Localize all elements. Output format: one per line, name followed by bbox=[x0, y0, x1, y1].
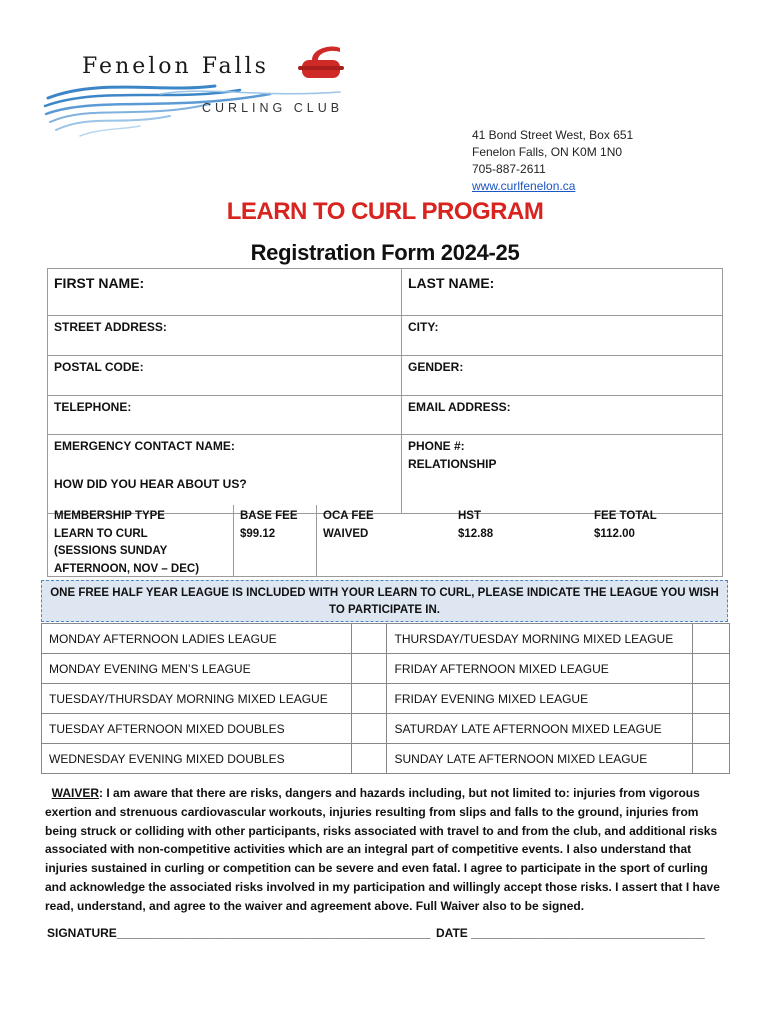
membership-type-line: AFTERNOON, NOV – DEC) bbox=[54, 562, 200, 575]
emergency-row bbox=[47, 435, 723, 473]
address-row bbox=[47, 316, 723, 356]
league-option: MONDAY EVENING MEN’S LEAGUE bbox=[42, 654, 352, 684]
league-checkbox[interactable] bbox=[693, 744, 730, 774]
hst-value: $12.88 bbox=[458, 527, 494, 540]
league-option: TUESDAY/THURSDAY MORNING MIXED LEAGUE bbox=[42, 684, 352, 714]
banner-line1: ONE FREE HALF YEAR LEAGUE IS INCLUDED WITH YOUR LEARN TO CURL, PLEASE INDICATE THE LEAGUE YOU WISH bbox=[50, 587, 719, 599]
league-table bbox=[41, 623, 730, 774]
street-address-field[interactable]: STREET ADDRESS: bbox=[48, 316, 402, 355]
website-link[interactable]: www.curlfenelon.ca bbox=[472, 179, 576, 193]
address-phone: 705-887-2611 bbox=[472, 162, 546, 176]
membership-type-header: MEMBERSHIP TYPE bbox=[54, 510, 165, 522]
contact-row bbox=[47, 396, 723, 435]
membership-type-line: LEARN TO CURL bbox=[54, 527, 148, 540]
emergency-phone-field[interactable]: PHONE #: bbox=[408, 439, 465, 453]
signature-field[interactable]: SIGNATURE_______________________________________________ bbox=[47, 926, 431, 940]
emergency-contact-field[interactable]: EMERGENCY CONTACT NAME: bbox=[48, 435, 402, 473]
address-line2: Fenelon Falls, ON K0M 1N0 bbox=[472, 145, 623, 159]
league-checkbox[interactable] bbox=[693, 714, 730, 744]
league-option: SATURDAY LATE AFTERNOON MIXED LEAGUE bbox=[387, 714, 693, 744]
relationship-field[interactable]: RELATIONSHIP bbox=[408, 457, 497, 471]
date-field[interactable]: DATE ___________________________________ bbox=[436, 926, 705, 940]
postal-row bbox=[47, 356, 723, 396]
oca-fee-header: OCA FEE bbox=[323, 510, 374, 522]
fee-total-header: FEE TOTAL bbox=[594, 510, 657, 522]
waiver-line: associated with non-competitive activities which are an integral part of competitive events. I also understand that bbox=[45, 842, 692, 857]
table-row bbox=[42, 714, 730, 744]
hear-about-field[interactable]: HOW DID YOU HEAR ABOUT US? bbox=[48, 473, 402, 513]
gender-field[interactable]: GENDER: bbox=[408, 360, 464, 374]
hst-header: HST bbox=[458, 510, 481, 522]
table-row bbox=[42, 744, 730, 774]
postal-code-field[interactable]: POSTAL CODE: bbox=[48, 356, 402, 395]
league-banner bbox=[41, 580, 728, 622]
name-row bbox=[47, 268, 723, 316]
base-fee-value: $99.12 bbox=[240, 527, 276, 540]
hst-col bbox=[452, 505, 588, 576]
curling-stone-icon bbox=[298, 47, 344, 79]
league-checkbox[interactable] bbox=[351, 654, 387, 684]
league-option: TUESDAY AFTERNOON MIXED DOUBLES bbox=[42, 714, 352, 744]
base-fee-col bbox=[234, 505, 317, 576]
banner-line2: TO PARTICIPATE IN. bbox=[329, 604, 440, 616]
waiver-label: WAIVER bbox=[51, 786, 100, 800]
oca-fee-value: WAIVED bbox=[323, 527, 369, 540]
oca-fee-col bbox=[317, 505, 452, 576]
program-title: LEARN TO CURL PROGRAM bbox=[226, 198, 544, 225]
logo-subtitle: CURLING CLUB bbox=[202, 101, 344, 115]
registration-form bbox=[47, 268, 723, 514]
league-option: MONDAY AFTERNOON LADIES LEAGUE bbox=[42, 624, 352, 654]
league-option: WEDNESDAY EVENING MIXED DOUBLES bbox=[42, 744, 352, 774]
table-row bbox=[42, 624, 730, 654]
waiver-line: and acknowledge the associated risks involved in my participation and willingly accept those risks. I assert that I have bbox=[45, 879, 720, 894]
membership-type-col bbox=[48, 505, 234, 576]
telephone-field[interactable]: TELEPHONE: bbox=[48, 396, 402, 434]
league-checkbox[interactable] bbox=[693, 654, 730, 684]
league-option: FRIDAY AFTERNOON MIXED LEAGUE bbox=[387, 654, 693, 684]
fee-total-col bbox=[588, 505, 722, 576]
table-row bbox=[42, 654, 730, 684]
league-checkbox[interactable] bbox=[693, 684, 730, 714]
fee-total-value: $112.00 bbox=[594, 527, 635, 540]
league-checkbox[interactable] bbox=[351, 684, 387, 714]
first-name-field[interactable]: FIRST NAME: bbox=[48, 269, 402, 315]
logo-title: Fenelon Falls bbox=[82, 54, 269, 79]
league-option: THURSDAY/TUESDAY MORNING MIXED LEAGUE bbox=[387, 624, 693, 654]
waiver-text bbox=[45, 784, 737, 916]
form-title: Registration Form 2024-25 bbox=[250, 240, 520, 265]
league-checkbox[interactable] bbox=[351, 744, 387, 774]
address-block bbox=[472, 127, 633, 195]
waiver-line: read, understand, and agree to the waiver and agreement above. Full Waiver also to be signed. bbox=[45, 898, 585, 913]
waiver-line: injuries sustained in curling or competition can be severe and even fatal. I agree to participate in the sport of curling bbox=[45, 861, 708, 876]
email-field[interactable]: EMAIL ADDRESS: bbox=[408, 400, 511, 414]
league-checkbox[interactable] bbox=[351, 714, 387, 744]
league-option: SUNDAY LATE AFTERNOON MIXED LEAGUE bbox=[387, 744, 693, 774]
league-checkbox[interactable] bbox=[351, 624, 387, 654]
city-field[interactable]: CITY: bbox=[408, 320, 439, 334]
membership-table bbox=[47, 505, 723, 577]
address-line1: 41 Bond Street West, Box 651 bbox=[472, 128, 634, 142]
waiver-line: : I am aware that there are risks, dangers and hazards including, but not limited to: injuries from vigorous bbox=[99, 786, 700, 800]
membership-type-line: (SESSIONS SUNDAY bbox=[54, 545, 168, 557]
table-row bbox=[42, 684, 730, 714]
emergency-phone-group bbox=[402, 435, 722, 473]
waiver-line: exertion and strenuous cardiovascular workouts, injuries resulting from slips and falls to the ground, injuries from bbox=[45, 804, 699, 819]
waiver-line: being struck or colliding with other participants, risks associated with travel to and from the club, and additional risks bbox=[45, 823, 718, 838]
league-checkbox[interactable] bbox=[693, 624, 730, 654]
base-fee-header: BASE FEE bbox=[240, 510, 298, 522]
last-name-field[interactable]: LAST NAME: bbox=[408, 275, 495, 291]
league-option: FRIDAY EVENING MIXED LEAGUE bbox=[387, 684, 693, 714]
